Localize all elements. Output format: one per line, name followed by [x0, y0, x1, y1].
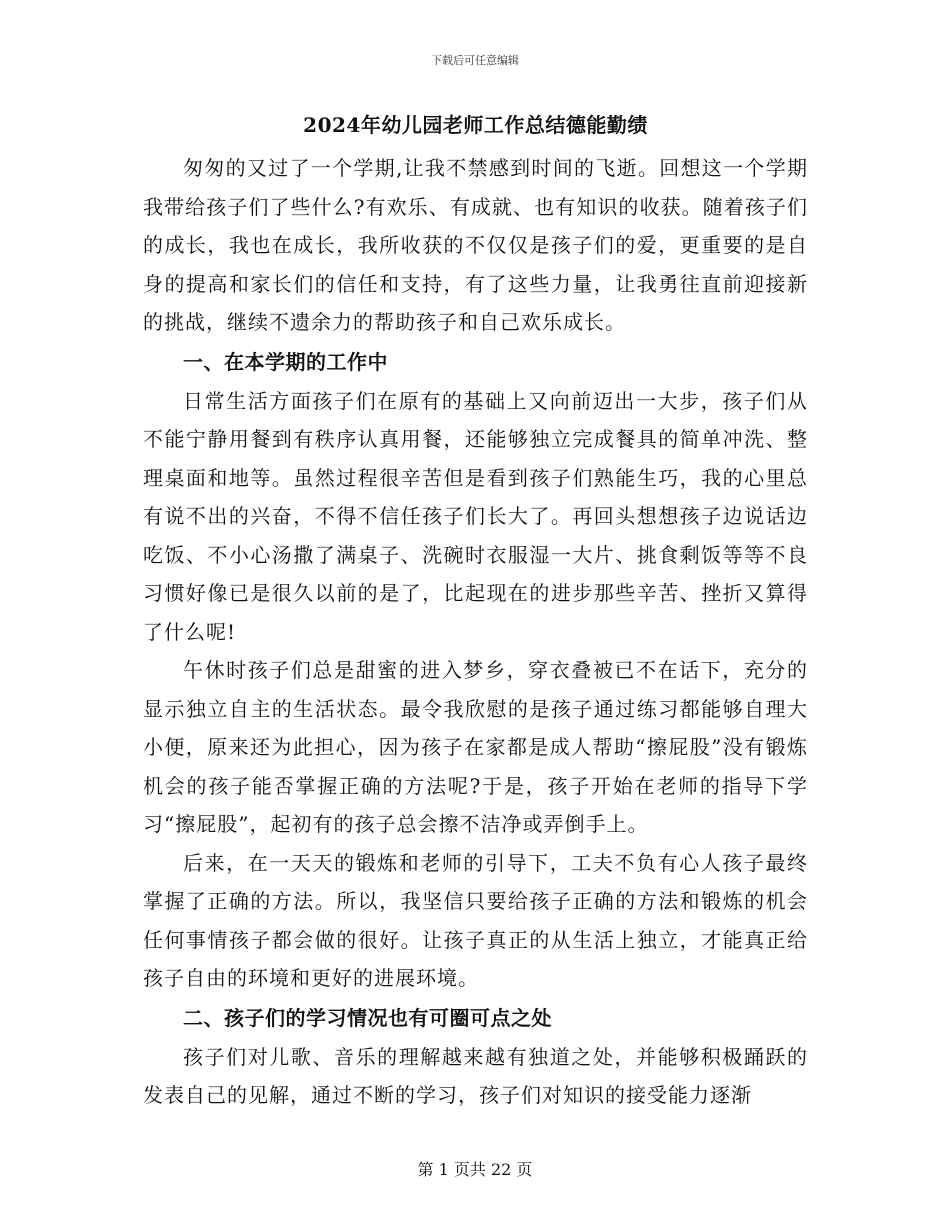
paragraph: 孩子们对儿歌、音乐的理解越来越有独道之处，并能够积极踊跃的发表自己的见解，通过不断的学习，孩子们对知识的接受能力逐渐	[143, 1044, 808, 1107]
paragraph: 匆匆的又过了一个学期,让我不禁感到时间的飞逝。回想这一个学期我带给孩子们了些什么?有欢乐、有成就、也有知识的收获。随着孩子们的成长，我也在成长，我所收获的不仅仅是孩子们的爱，更重要的是自身的提高和家长们的信任和支持，有了这些力量，让我勇往直前迎接新的挑战，继续不遗余力的帮助孩子和自己欢乐成长。	[143, 156, 808, 334]
paragraph: 后来，在一天天的锻炼和老师的引导下，工夫不负有心人孩子最终掌握了正确的方法。所以，我坚信只要给孩子正确的方法和锻炼的机会任何事情孩子都会做的很好。让孩子真正的从生活上独立，才能真正给孩子自由的环境和更好的进展环境。	[143, 850, 808, 990]
section-heading: 二、孩子们的学习情况也有可圈可点之处	[183, 1005, 552, 1030]
paragraph: 日常生活方面孩子们在原有的基础上又向前迈出一大步，孩子们从不能宁静用餐到有秩序认真用餐，还能够独立完成餐具的简单冲洗、整理桌面和地等。虽然过程很辛苦但是看到孩子们熟能生巧，我的心里总有说不出的兴奋，不得不信任孩子们长大了。再回头想想孩子边说话边吃饭、不小心汤撒了满桌子、洗碗时衣服湿一大片、挑食剩饭等等不良习惯好像已是很久以前的是了，比起现在的进步那些辛苦、挫折又算得了什么呢!	[143, 388, 808, 644]
document-title: 2024年幼儿园老师工作总结德能勤绩	[303, 113, 648, 137]
page-header-note: 下载后可任意编辑	[431, 54, 519, 67]
page-number-footer: 第 1 页共 22 页	[417, 1160, 533, 1179]
document-body	[143, 112, 808, 1115]
section-heading: 一、在本学期的工作中	[183, 349, 388, 374]
paragraph: 午休时孩子们总是甜蜜的进入梦乡，穿衣叠被已不在话下，充分的显示独立自主的生活状态。最令我欣慰的是孩子通过练习都能够自理大小便，原来还为此担心，因为孩子在家都是成人帮助“擦屁股”没有锻炼机会的孩子能否掌握正确的方法呢?于是，孩子开始在老师的指导下学习“擦屁股”，起初有的孩子总会擦不洁净或弄倒手上。	[143, 658, 808, 836]
